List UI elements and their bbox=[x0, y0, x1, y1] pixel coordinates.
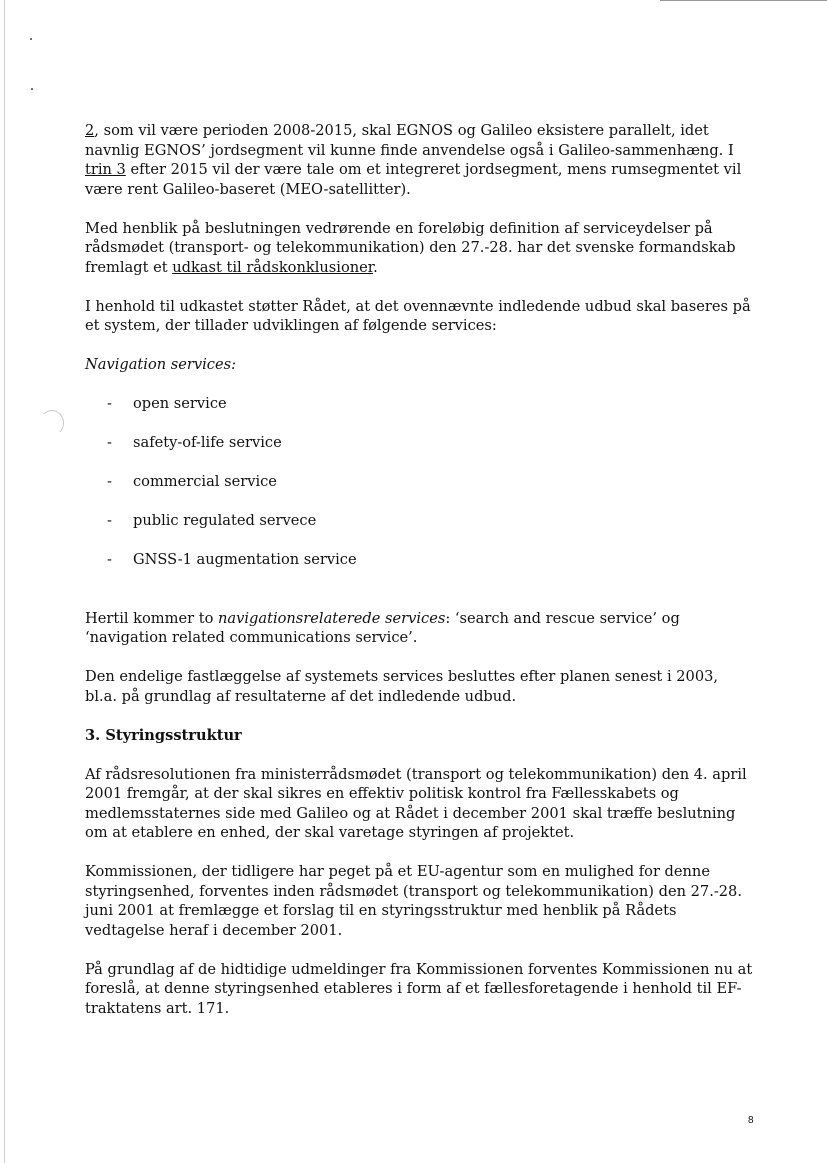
bullet-dash: - bbox=[107, 395, 112, 412]
document-body bbox=[85, 121, 753, 1038]
bullet-dash: - bbox=[107, 551, 112, 568]
scan-speck bbox=[31, 88, 33, 90]
scan-speck bbox=[30, 38, 32, 40]
section-heading-governance: 3. Styringsstruktur bbox=[85, 726, 242, 744]
list-item: - commercial service bbox=[107, 473, 277, 490]
bullet-dash: - bbox=[107, 473, 112, 490]
step-2-reference: 2 bbox=[85, 122, 95, 139]
council-conclusions-link[interactable]: udkast til rådskonklusioner bbox=[172, 258, 374, 276]
paragraph-joint-undertaking: På grundlag af de hidtidige udmeldinger fra Kommissionen forventes Kommissionen nu at foreslå, at denne styringsenhed etableres i form af et fællesforetagende i henhold til EF-traktatens art. 171. bbox=[85, 960, 753, 1017]
paragraph-commission-proposal: Kommissionen, der tidligere har peget på et EU-agentur som en mulighed for denne styringsenhed, forventes inden rådsmødet (transport og telekommunikation) den 27.-28. juni 2001 at fremlægge et forslag til en styringsstruktur med henblik på Rådets vedtagelse heraf i december 2001. bbox=[85, 863, 742, 939]
bullet-dash: - bbox=[107, 512, 112, 529]
list-item: - public regulated servece bbox=[107, 512, 317, 529]
bullet-dash: - bbox=[107, 434, 112, 451]
navigation-services-list bbox=[85, 394, 753, 570]
list-item: - safety-of-life service bbox=[107, 434, 282, 451]
step-3-reference: trin 3 bbox=[85, 161, 126, 178]
paragraph-final-determination: Den endelige fastlæggelse af systemets services besluttes efter planen senest i 2003, bl.a. på grundlag af resultaterne af det indledende udbud. bbox=[85, 668, 719, 705]
list-item: - open service bbox=[107, 395, 227, 412]
paragraph-phase-two: 2, som vil være perioden 2008-2015, skal EGNOS og Galileo eksistere parallelt, idet navnlig EGNOS’ jordsegment vil kunne finde anvendelse også i Galileo-sammenhæng. I trin 3 efter 2015 vil der være tale om et integreret jordsegment, mens rumsegmentet vil være rent Galileo-baseret (MEO-satellitter). bbox=[85, 122, 742, 198]
paragraph-service-definition: Med henblik på beslutningen vedrørende en foreløbig definition af serviceydelser på rådsmødet (transport- og telekommunikation) den 27.-28. har det svenske formandskab fremlagt et udkast til rådskonklusioner. bbox=[85, 219, 736, 276]
paragraph-council-support: I henhold til udkastet støtter Rådet, at det ovennævnte indledende udbud skal baseres på et system, der tillader udviklingen af følgende services: bbox=[85, 297, 751, 334]
scan-top-edge bbox=[660, 0, 827, 1]
list-item: - GNSS-1 augmentation service bbox=[107, 551, 357, 568]
scan-left-edge bbox=[4, 0, 5, 1163]
paragraph-council-resolution: Af rådsresolutionen fra ministerrådsmødet (transport og telekommunikation) den 4. april 2001 fremgår, at der skal sikres en effektiv politisk kontrol fra Fællesskabets og medlemsstaternes side med Galileo og at Rådet i december 2001 skal træffe beslutning om at etablere en enhed, der skal varetage styringen af projektet. bbox=[85, 765, 747, 841]
navigation-services-heading: Navigation services: bbox=[85, 356, 237, 373]
paragraph-related-services: Hertil kommer to navigationsrelaterede services: ‘search and rescue service’ og ‘navigation related communications service’. bbox=[85, 609, 680, 646]
page-number: 8 bbox=[748, 1115, 754, 1126]
scan-artifact bbox=[40, 410, 64, 436]
